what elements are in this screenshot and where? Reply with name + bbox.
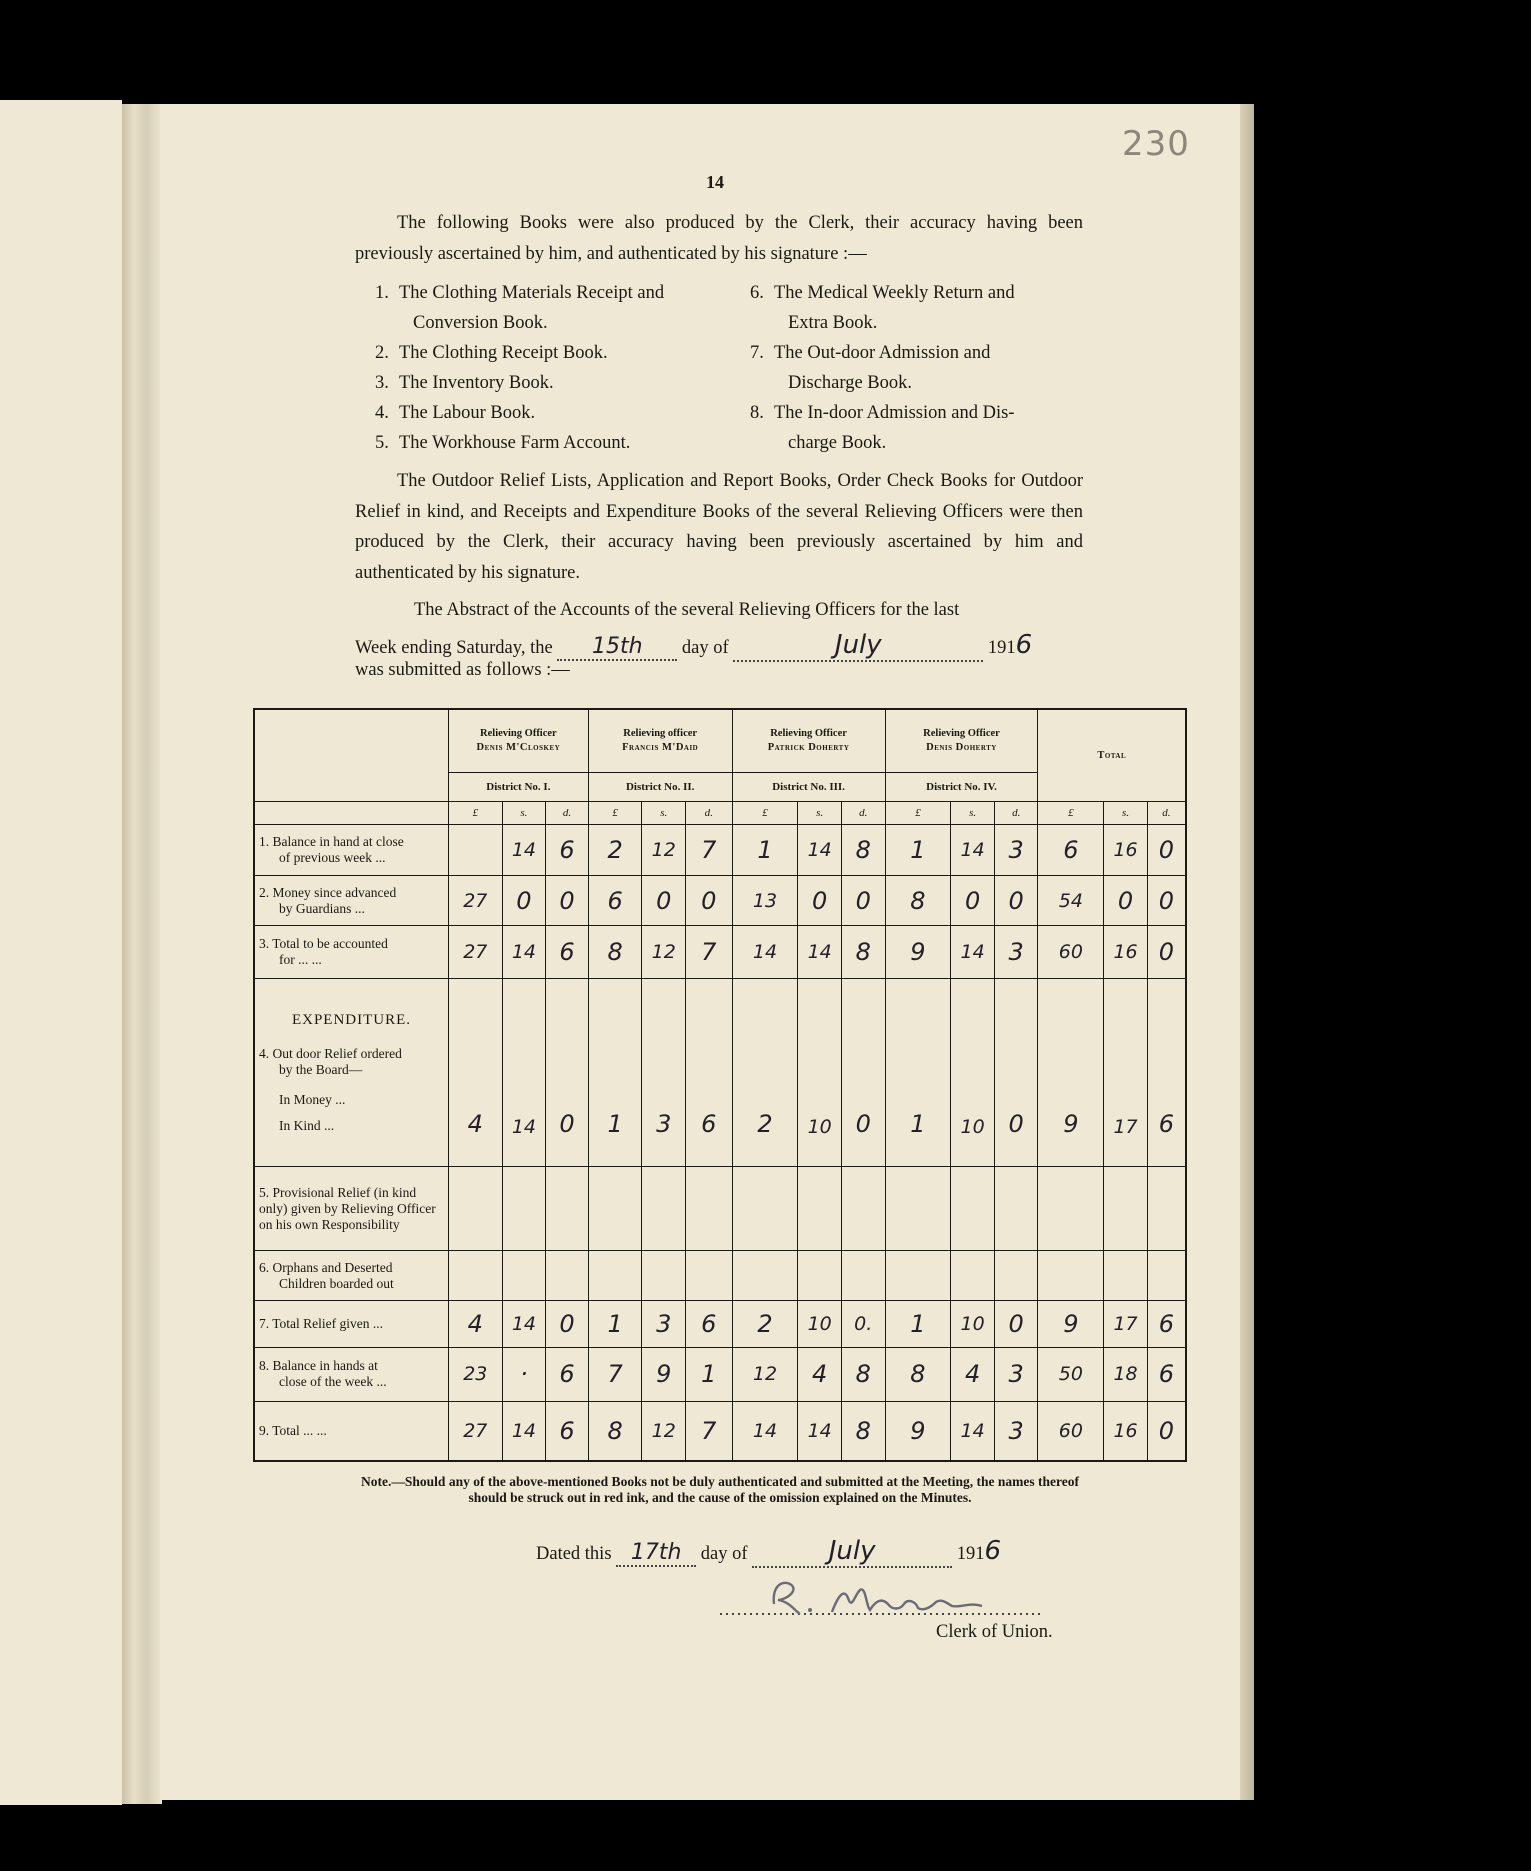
unit-label: d.: [1147, 802, 1186, 825]
value-cell: 0: [1147, 925, 1186, 979]
value-cell: 8: [588, 925, 642, 979]
value-cell: 8: [885, 1348, 951, 1402]
value-cell: 17: [1104, 1300, 1148, 1347]
dated-line: [536, 1536, 1001, 1568]
value-cell: 27: [448, 925, 502, 979]
book-title-continued: charge Book.: [788, 433, 887, 453]
folio-number: 230: [1122, 124, 1190, 164]
year-digit: 6: [1015, 630, 1033, 660]
unit-label: £: [448, 802, 502, 825]
unit-label: £: [1038, 802, 1104, 825]
value-cell: 0: [1104, 876, 1148, 925]
value-cell: [502, 1251, 546, 1300]
unit-label: s.: [1104, 802, 1148, 825]
book-title-continued: Conversion Book.: [413, 313, 548, 333]
value-cell: 3: [642, 979, 686, 1166]
value-cell: 3: [994, 925, 1038, 979]
value-cell: 14: [798, 1401, 842, 1461]
table-row: [254, 824, 1186, 876]
value-cell: [885, 1251, 951, 1300]
value-cell: 50: [1038, 1348, 1104, 1402]
value-cell: [685, 1166, 732, 1250]
unit-label: £: [885, 802, 951, 825]
book-title: The Clothing Receipt Book.: [399, 343, 608, 363]
book-title: The Inventory Book.: [399, 373, 554, 393]
value-cell: 1: [885, 824, 951, 876]
book-title: The Out-door Admission and: [774, 343, 991, 363]
row-label-line1: 7. Total Relief given ...: [259, 1315, 384, 1331]
value-cell: 6: [1038, 824, 1104, 876]
value-cell: 18: [1104, 1348, 1148, 1402]
value-cell: 6: [685, 1300, 732, 1347]
value-cell: 0: [994, 876, 1038, 925]
value-cell: 0: [546, 979, 589, 1166]
week-ending-label: Week ending Saturday, the: [355, 638, 553, 658]
value-cell: [546, 1251, 589, 1300]
book-number: 7.: [750, 343, 764, 363]
book-item: [375, 338, 720, 368]
unit-label: d.: [546, 802, 589, 825]
value-cell: 16: [1104, 824, 1148, 876]
value-cell: 7: [685, 824, 732, 876]
value-cell: [732, 1251, 798, 1300]
value-cell: [1147, 1166, 1186, 1250]
value-cell: 7: [685, 925, 732, 979]
value-cell: 6: [1147, 1348, 1186, 1402]
week-ending-day: 15th: [557, 634, 677, 661]
value-cell: [798, 1166, 842, 1250]
value-cell: 0: [951, 876, 995, 925]
value-cell: [448, 1166, 502, 1250]
units-blank: [254, 802, 448, 825]
value-cell: 0: [546, 876, 589, 925]
row-label-line1: 2. Money since advanced: [259, 884, 397, 900]
value-cell: 2: [588, 824, 642, 876]
book-item: [375, 278, 720, 308]
abstract-line-3: was submitted as follows :—: [355, 660, 570, 680]
row-label: [254, 1401, 448, 1461]
value-cell: 6: [546, 925, 589, 979]
table-row: [254, 1401, 1186, 1461]
book-number: 2.: [375, 343, 389, 363]
table-row: [254, 876, 1186, 925]
district-label: District No. IV.: [885, 773, 1038, 802]
week-ending-month: July: [733, 630, 983, 662]
row-label-line2: by Guardians ...: [279, 900, 365, 916]
value-cell: 1: [885, 979, 951, 1166]
table-row: [254, 1166, 1186, 1250]
officer-title: Relieving officer: [623, 728, 698, 740]
book-item: [750, 278, 1080, 308]
table-row: [254, 1300, 1186, 1347]
value-cell: [502, 1166, 546, 1250]
value-cell: 10: [798, 1300, 842, 1347]
value-cell: 4: [448, 979, 502, 1166]
unit-label: s.: [502, 802, 546, 825]
value-cell: 17: [1104, 979, 1148, 1166]
value-cell: [1038, 1251, 1104, 1300]
officer-name: Patrick Doherty: [767, 742, 850, 754]
row-label-line1: 3. Total to be accounted: [259, 936, 388, 952]
value-cell: 0: [841, 979, 885, 1166]
dated-year-digit: 6: [984, 1536, 1002, 1566]
value-cell: [1104, 1251, 1148, 1300]
value-cell: [546, 1166, 589, 1250]
value-cell: 60: [1038, 925, 1104, 979]
row-label: [254, 824, 448, 876]
dated-day: 17th: [616, 1540, 696, 1567]
value-cell: 6: [588, 876, 642, 925]
expenditure-heading: EXPENDITURE.: [291, 1011, 412, 1028]
value-cell: 14: [798, 925, 842, 979]
row-label: [254, 925, 448, 979]
value-cell: 2: [732, 979, 798, 1166]
district-label: District No. III.: [732, 773, 885, 802]
book-title: The Labour Book.: [399, 403, 536, 423]
clerk-of-union-label: Clerk of Union.: [936, 1622, 1053, 1642]
value-cell: 8: [588, 1401, 642, 1461]
row-label-line2: Children boarded out: [279, 1275, 394, 1291]
value-cell: 13: [732, 876, 798, 925]
value-cell: 16: [1104, 1401, 1148, 1461]
value-cell: 10: [951, 979, 995, 1166]
value-cell: [951, 1251, 995, 1300]
value-cell: 9: [642, 1348, 686, 1402]
value-cell: 23: [448, 1348, 502, 1402]
value-cell: 12: [642, 824, 686, 876]
dated-day-of: day of: [700, 1544, 748, 1564]
book-item: [375, 428, 720, 458]
unit-label: £: [732, 802, 798, 825]
value-cell: 0: [1147, 1401, 1186, 1461]
value-cell: 14: [502, 1300, 546, 1347]
value-cell: 12: [732, 1348, 798, 1402]
book-number: 4.: [375, 403, 389, 423]
abstract-line-2: [355, 630, 1032, 662]
book-number: 3.: [375, 373, 389, 393]
row-label-line2: of previous week ...: [279, 850, 386, 866]
value-cell: [448, 824, 502, 876]
table-row: [254, 979, 1186, 1166]
value-cell: 9: [885, 925, 951, 979]
value-cell: [994, 1251, 1038, 1300]
value-cell: 14: [502, 824, 546, 876]
value-cell: 10: [798, 979, 842, 1166]
row-sublabel-kind: In Kind ...: [279, 1117, 335, 1133]
book-title: The Medical Weekly Return and: [774, 283, 1015, 303]
row-label-line1: 1. Balance in hand at close: [259, 834, 404, 850]
value-cell: [994, 1166, 1038, 1250]
row-label: [254, 876, 448, 925]
book-title: The Clothing Materials Receipt and: [399, 283, 665, 303]
facing-page: [0, 100, 122, 1805]
value-cell: 7: [588, 1348, 642, 1402]
value-cell: 12: [642, 1401, 686, 1461]
value-cell: 10: [951, 1300, 995, 1347]
value-cell: ·: [502, 1348, 546, 1402]
value-cell: 14: [732, 1401, 798, 1461]
book-number: 6.: [750, 283, 764, 303]
row-label: [254, 979, 448, 1166]
total-label: Total: [1097, 749, 1127, 761]
unit-label: d.: [685, 802, 732, 825]
value-cell: 9: [1038, 979, 1104, 1166]
note-text: Note.—Should any of the above-mentioned Books not be duly authenticated and submitted at the Meeting, the names thereof should be struck out in red ink, and the cause of the omission explained on the Minutes.: [361, 1474, 1079, 1505]
book-number: 5.: [375, 433, 389, 453]
year-prefix: 191: [987, 638, 1016, 658]
value-cell: 1: [732, 824, 798, 876]
value-cell: 0: [798, 876, 842, 925]
value-cell: 0: [1147, 824, 1186, 876]
officer-name: Denis Doherty: [926, 742, 997, 754]
value-cell: 9: [885, 1401, 951, 1461]
district-label: District No. I.: [448, 773, 588, 802]
unit-label: d.: [994, 802, 1038, 825]
value-cell: 9: [1038, 1300, 1104, 1347]
district-label: District No. II.: [588, 773, 732, 802]
value-cell: [588, 1251, 642, 1300]
value-cell: 6: [546, 1401, 589, 1461]
book-number: 8.: [750, 403, 764, 423]
value-cell: 6: [685, 979, 732, 1166]
value-cell: 4: [448, 1300, 502, 1347]
unit-label: £: [588, 802, 642, 825]
value-cell: [951, 1166, 995, 1250]
total-header: [1038, 709, 1186, 802]
header-blank: [254, 709, 448, 802]
row-label: [254, 1300, 448, 1347]
value-cell: 1: [885, 1300, 951, 1347]
officer-header: [588, 709, 732, 773]
abstract-line-1: The Abstract of the Accounts of the several Relieving Officers for the last: [414, 600, 960, 620]
value-cell: 14: [732, 925, 798, 979]
value-cell: 54: [1038, 876, 1104, 925]
value-cell: [841, 1166, 885, 1250]
value-cell: [448, 1251, 502, 1300]
value-cell: [841, 1251, 885, 1300]
value-cell: [1104, 1166, 1148, 1250]
value-cell: 12: [642, 925, 686, 979]
dated-prefix: Dated this: [536, 1544, 612, 1564]
row-sublabel-money: In Money ...: [279, 1091, 346, 1107]
value-cell: 6: [1147, 1300, 1186, 1347]
book-title: The Workhouse Farm Account.: [399, 433, 631, 453]
value-cell: 7: [685, 1401, 732, 1461]
value-cell: 1: [685, 1348, 732, 1402]
row-label: [254, 1251, 448, 1300]
value-cell: 6: [1147, 979, 1186, 1166]
value-cell: [642, 1166, 686, 1250]
day-of-label: day of: [681, 638, 729, 658]
book-item: [375, 368, 720, 398]
value-cell: 8: [885, 876, 951, 925]
value-cell: 2: [732, 1300, 798, 1347]
value-cell: [798, 1251, 842, 1300]
book-item: [750, 398, 1080, 428]
books-list-left: [375, 278, 720, 458]
book-title-continued: Extra Book.: [788, 313, 878, 333]
value-cell: 3: [642, 1300, 686, 1347]
dated-month: July: [752, 1536, 952, 1568]
row-label-line1: 4. Out door Relief ordered: [259, 1045, 402, 1061]
row-label: [254, 1348, 448, 1402]
value-cell: 0: [1147, 876, 1186, 925]
officer-header: [732, 709, 885, 773]
value-cell: [685, 1251, 732, 1300]
value-cell: 14: [502, 925, 546, 979]
book-number: 1.: [375, 283, 389, 303]
value-cell: [1147, 1251, 1186, 1300]
row-label-line2: for ... ...: [279, 952, 322, 968]
value-cell: 3: [994, 824, 1038, 876]
clerk-signature: [720, 1576, 1040, 1622]
officer-name: Denis M'Closkey: [476, 742, 561, 754]
value-cell: 4: [951, 1348, 995, 1402]
value-cell: 8: [841, 824, 885, 876]
value-cell: 3: [994, 1348, 1038, 1402]
value-cell: 14: [798, 824, 842, 876]
value-cell: 4: [798, 1348, 842, 1402]
officer-name: Francis M'Daid: [622, 742, 699, 754]
value-cell: 8: [841, 1401, 885, 1461]
value-cell: 0: [685, 876, 732, 925]
row-label-line1: 6. Orphans and Deserted: [259, 1259, 393, 1275]
row-label-line2: by the Board—: [279, 1061, 363, 1077]
value-cell: 14: [951, 925, 995, 979]
value-cell: 27: [448, 1401, 502, 1461]
book-item: [375, 398, 720, 428]
value-cell: 1: [588, 1300, 642, 1347]
table-row: [254, 1251, 1186, 1300]
value-cell: [885, 1166, 951, 1250]
table-row: [254, 925, 1186, 979]
outdoor-relief-paragraph: The Outdoor Relief Lists, Application and Report Books, Order Check Books for Outdoor Relief in kind, and Receipts and Expenditure Books of the several Relieving Officers were then produced by the Clerk, their accuracy having been previously ascertained by him and authenticated by his signature.: [355, 471, 1083, 583]
value-cell: [1038, 1166, 1104, 1250]
value-cell: 1: [588, 979, 642, 1166]
officer-title: Relieving Officer: [923, 728, 1000, 740]
book-gutter: [122, 104, 162, 1804]
value-cell: 6: [546, 824, 589, 876]
value-cell: 0: [841, 876, 885, 925]
value-cell: 0.: [841, 1300, 885, 1347]
value-cell: 14: [502, 979, 546, 1166]
book-title-continued: Discharge Book.: [788, 373, 912, 393]
value-cell: 60: [1038, 1401, 1104, 1461]
value-cell: [732, 1166, 798, 1250]
row-label: [254, 1166, 448, 1250]
row-label-line1: 8. Balance in hands at: [259, 1358, 378, 1374]
unit-label: s.: [642, 802, 686, 825]
dated-year-prefix: 191: [956, 1544, 985, 1564]
value-cell: 0: [502, 876, 546, 925]
officer-title: Relieving Officer: [770, 728, 847, 740]
officer-header: [448, 709, 588, 773]
value-cell: 0: [994, 1300, 1038, 1347]
book-title: The In-door Admission and Dis-: [774, 403, 1015, 423]
intro-paragraph: The following Books were also produced by the Clerk, their accuracy having been previously ascertained by him, and authenticated by his signature :—: [355, 213, 1083, 264]
table-row: [254, 1348, 1186, 1402]
value-cell: 3: [994, 1401, 1038, 1461]
relief-accounts-table: [253, 708, 1187, 1462]
officer-title: Relieving Officer: [480, 728, 557, 740]
officer-header: [885, 709, 1038, 773]
value-cell: 0: [642, 876, 686, 925]
value-cell: 8: [841, 925, 885, 979]
value-cell: 14: [502, 1401, 546, 1461]
page-edge: [1240, 104, 1254, 1800]
page-number: 14: [706, 172, 724, 192]
value-cell: 16: [1104, 925, 1148, 979]
row-label-line1: 9. Total ... ...: [259, 1422, 327, 1438]
unit-label: s.: [798, 802, 842, 825]
value-cell: 0: [546, 1300, 589, 1347]
unit-label: s.: [951, 802, 995, 825]
row-label-line2: close of the week ...: [279, 1374, 387, 1390]
value-cell: 6: [546, 1348, 589, 1402]
value-cell: 8: [841, 1348, 885, 1402]
value-cell: [588, 1166, 642, 1250]
books-list-right: [750, 278, 1080, 458]
value-cell: 27: [448, 876, 502, 925]
value-cell: 0: [994, 979, 1038, 1166]
value-cell: [642, 1251, 686, 1300]
value-cell: 14: [951, 824, 995, 876]
row-label-line1: 5. Provisional Relief (in kind only) given by Relieving Officer on his own Responsibility: [259, 1184, 436, 1232]
unit-label: d.: [841, 802, 885, 825]
value-cell: 14: [951, 1401, 995, 1461]
book-item: [750, 338, 1080, 368]
